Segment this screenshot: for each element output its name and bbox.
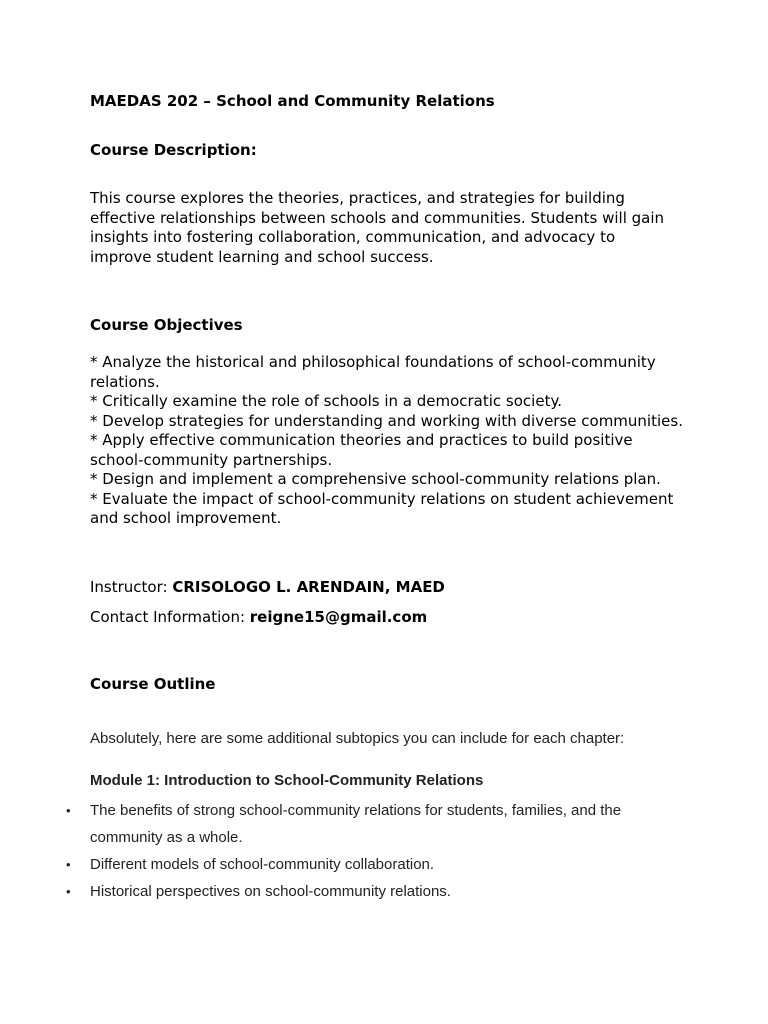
bullet-text: Historical perspectives on school-community relations.	[90, 883, 451, 900]
bullet-icon: •	[66, 884, 71, 899]
objective-item: * Develop strategies for understanding and working with diverse communities.	[90, 411, 683, 430]
course-title: MAEDAS 202 – School and Community Relations	[90, 92, 495, 110]
outline-intro: Absolutely, here are some additional subtopics you can include for each chapter:	[90, 730, 625, 747]
list-item	[0, 797, 635, 851]
bullet-text: The benefits of strong school-community relations for students, families, and the community as a whole.	[90, 802, 622, 846]
objective-item: * Critically examine the role of schools in a democratic society.	[90, 392, 562, 410]
module-title: Module 1: Introduction to School-Community Relations	[90, 772, 484, 789]
bullet-icon: •	[66, 803, 71, 818]
bullet-text: Different models of school-community collaboration.	[90, 856, 435, 873]
module-bullet-list	[0, 797, 768, 905]
instructor-name: CRISOLOGO L. ARENDAIN, MAED	[172, 578, 445, 596]
description-heading: Course Description:	[90, 141, 257, 159]
objectives-heading: Course Objectives	[90, 316, 243, 334]
list-item	[0, 851, 635, 878]
contact-email: reigne15@gmail.com	[249, 608, 428, 626]
list-item	[0, 878, 635, 905]
bullet-icon: •	[66, 857, 71, 872]
instructor-label: Instructor:	[90, 578, 173, 596]
objective-item: * Evaluate the impact of school-community relations on student achievement and school improvement.	[90, 489, 674, 527]
outline-heading: Course Outline	[90, 675, 216, 693]
objective-item: * Apply effective communication theories and practices to build positive school-community partnerships.	[90, 431, 633, 469]
contact-label: Contact Information:	[90, 608, 250, 626]
contact-line	[90, 607, 690, 627]
objectives-list	[90, 353, 685, 529]
objective-item: * Analyze the historical and philosophical foundations of school-community relations.	[90, 353, 656, 391]
objective-item: * Design and implement a comprehensive school-community relations plan.	[90, 470, 661, 488]
instructor-line	[90, 577, 690, 597]
description-text: This course explores the theories, practices, and strategies for building effective relationships between schools and communities. Students will gain insights into fostering collaboration, communication, and advocacy to improve student learning and school success.	[90, 189, 665, 266]
